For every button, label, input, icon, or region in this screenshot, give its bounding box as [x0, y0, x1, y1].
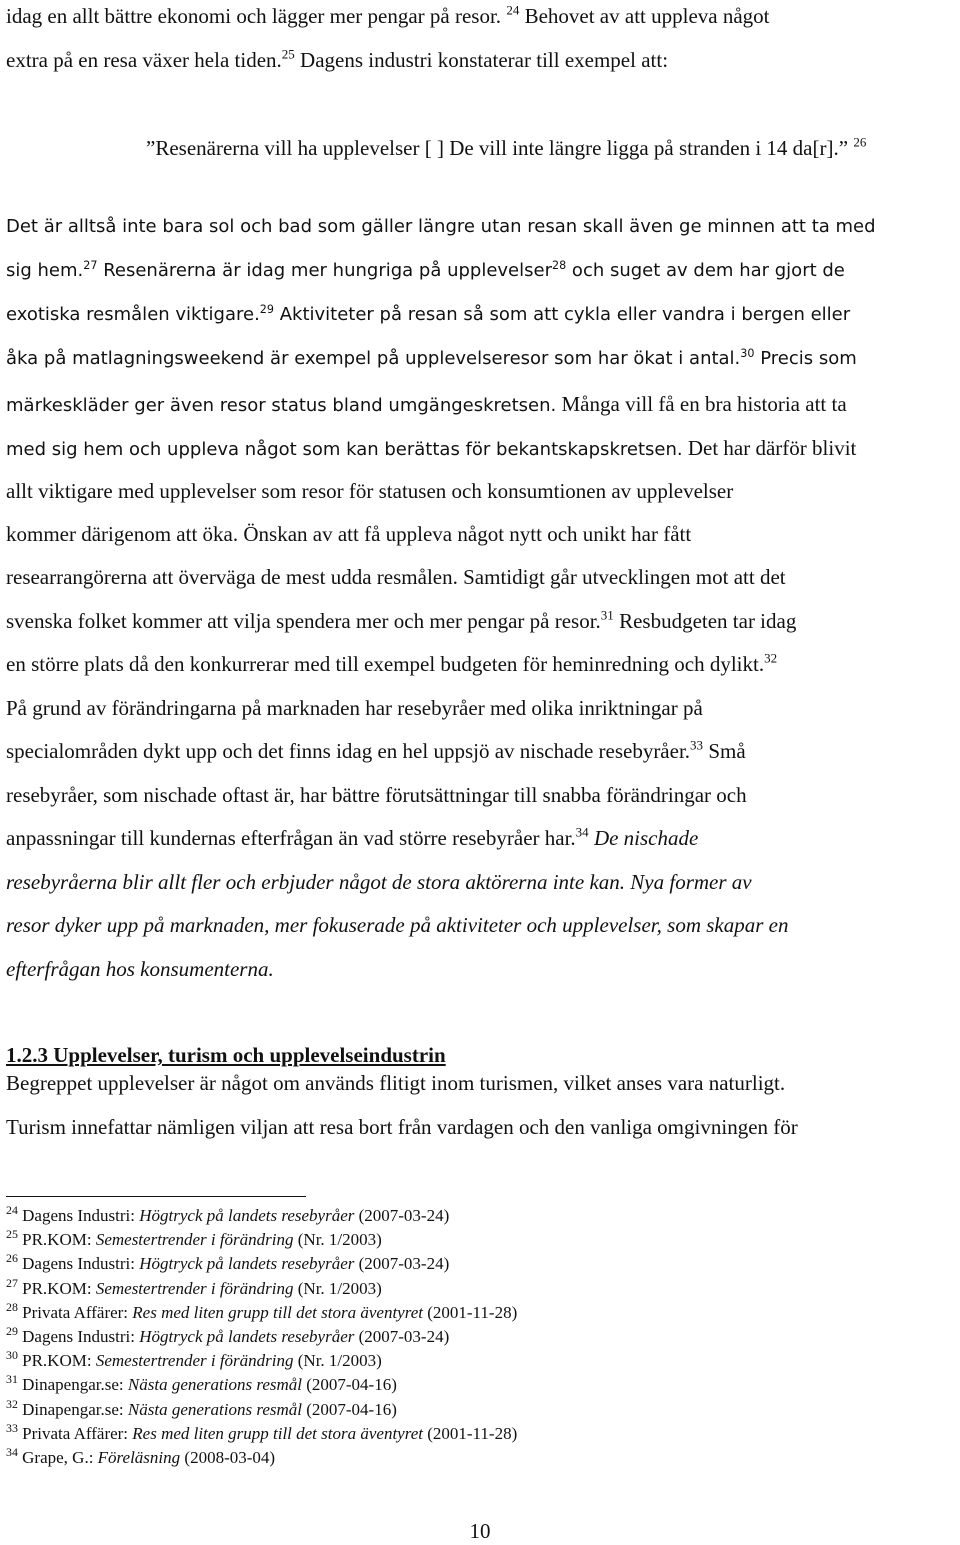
footnote-source: Privata Affärer: [17, 1302, 133, 1322]
footnote-date: (2008-03-04) [180, 1448, 276, 1467]
footnote-date: (Nr. 1/2003) [293, 1230, 382, 1250]
footnote [6, 1348, 382, 1371]
body-line: resor dyker upp på marknaden, mer fokuserade på aktiviteter och upplevelser, som skapar en [6, 913, 789, 937]
footnote-number: 27 [6, 1275, 18, 1290]
footnote-number: 29 [6, 1323, 18, 1338]
footnote-date: (2007-04-16) [301, 1375, 397, 1395]
footnote-ref[interactable]: 30 [740, 346, 755, 360]
footnote-source: Dagens Industri: [17, 1254, 140, 1274]
footnote [6, 1323, 450, 1347]
footnote-date: (Nr. 1/2003) [293, 1351, 382, 1371]
footnote-date: (2007-04-16) [301, 1399, 397, 1419]
footnote-source: Dinapengar.se: [17, 1399, 128, 1419]
footnote-divider [6, 1196, 306, 1197]
body-line: resebyråerna blir allt fler och erbjuder något de stora aktörerna inte kan. Nya former av [6, 870, 752, 894]
page-number: 10 [469, 1519, 491, 1543]
footnote-ref[interactable]: 33 [690, 737, 704, 753]
footnote-ref[interactable]: 26 [853, 134, 867, 150]
footnote [6, 1396, 397, 1420]
body-line: Turism innefattar nämligen viljan att resa bort från vardagen och den vanliga omgivningen för [6, 1115, 798, 1139]
footnote-ref[interactable]: 27 [83, 258, 98, 272]
footnote-number: 30 [6, 1348, 18, 1363]
footnote-title: Föreläsning [97, 1448, 181, 1467]
section-heading: 1.2.3 Upplevelser, turism och upplevelseindustrin [6, 1043, 446, 1067]
footnote [6, 1299, 518, 1323]
footnote-date: (2001-11-28) [422, 1423, 518, 1443]
footnote [6, 1444, 276, 1468]
footnote-number: 28 [6, 1299, 18, 1314]
body-line: kommer därigenom att öka. Önskan av att få uppleva något nytt och unikt har fått [6, 522, 692, 546]
footnote-date: (Nr. 1/2003) [293, 1278, 382, 1298]
body-line: På grund av förändringarna på marknaden har resebyråer med olika inriktningar på [6, 696, 703, 720]
body-line: en större plats då den konkurrerar med till exempel budgeten för heminredning och dylikt.$^{32}$ [6, 650, 778, 676]
footnote-ref[interactable]: 25 [281, 46, 295, 62]
footnote-source: PR.KOM: [17, 1278, 96, 1298]
body-line: åka på matlagningsweekend är exempel på upplevelseresor som har ökat i antal.$^{30}$ Precis som [6, 346, 857, 369]
body-line: specialområden dykt upp och det finns idag en hel uppsjö av nischade resebyråer.$^{33}$ Små [6, 737, 746, 763]
footnote-ref[interactable]: 32 [764, 650, 778, 666]
footnote [6, 1275, 382, 1299]
footnote-ref[interactable]: 29 [259, 302, 274, 316]
footnote-ref[interactable]: 28 [552, 258, 567, 272]
footnote-title: Semestertrender i förändring [95, 1230, 294, 1250]
footnote-source: Dagens Industri: [17, 1327, 140, 1346]
footnote-source: Dagens Industri: [17, 1206, 140, 1225]
footnote-title: Högtryck på landets resebyråer [139, 1327, 355, 1346]
footnote-number: 24 [6, 1202, 18, 1217]
footnote [6, 1420, 518, 1444]
body-line: märkeskläder ger även resor status bland umgängeskretsen. Många vill få en bra historia att ta [6, 392, 847, 416]
footnote-number: 32 [6, 1396, 18, 1411]
body-line: idag en allt bättre ekonomi och lägger mer pengar på resor. $^{24}$ Behovet av att uppleva något [6, 2, 770, 28]
body-line: allt viktigare med upplevelser som resor för statusen och konsumtionen av upplevelser [6, 479, 734, 503]
footnote-source: Grape, G.: [17, 1448, 98, 1467]
body-line: exotiska resmålen viktigare.$^{29}$ Aktiviteter på resan så som att cykla eller vandra i bergen eller [6, 302, 851, 325]
body-line: med sig hem och uppleva något som kan berättas för bekantskapskretsen. Det har därför blivit [6, 436, 857, 460]
footnote-title: Semestertrender i förändring [95, 1278, 294, 1298]
body-line: efterfrågan hos konsumenterna. [6, 957, 274, 981]
block-quote: ”Resenärerna vill ha upplevelser [ ] De vill inte längre ligga på stranden i 14 da[r].” $^{26}$ [146, 134, 867, 160]
footnote-date: (2007-03-24) [354, 1254, 450, 1274]
body-line: researrangörerna att överväga de mest udda resmålen. Samtidigt går utvecklingen mot att det [6, 565, 786, 589]
body-line: sig hem.$^{27}$ Resenärerna är idag mer hungriga på upplevelser$^{28}$ och suget av dem har gjort de [6, 258, 845, 281]
footnote-source: PR.KOM: [17, 1351, 96, 1371]
footnote-title: Res med liten grupp till det stora äventyret [132, 1423, 423, 1443]
footnote-date: (2001-11-28) [422, 1302, 518, 1322]
footnote [6, 1372, 397, 1395]
footnote-title: Nästa generations resmål [127, 1399, 302, 1419]
footnote-number: 26 [6, 1251, 18, 1266]
footnote-date: (2007-03-24) [354, 1327, 450, 1346]
footnote-ref[interactable]: 24 [506, 2, 520, 18]
body-line: Begreppet upplevelser är något om används flitigt inom turismen, vilket anses vara naturligt. [6, 1071, 786, 1095]
footnote-date: (2007-03-24) [354, 1206, 450, 1225]
body-line: Det är alltså inte bara sol och bad som gäller längre utan resan skall även ge minnen att ta med [6, 216, 876, 237]
footnote-number: 31 [6, 1372, 18, 1387]
footnote [6, 1227, 382, 1250]
footnote-title: Res med liten grupp till det stora äventyret [132, 1302, 423, 1322]
body-line: extra på en resa växer hela tiden.$^{25}$ Dagens industri konstaterar till exempel att: [6, 46, 669, 72]
body-line: svenska folket kommer att vilja spendera mer och mer pengar på resor.$^{31}$ Resbudgeten tar idag [6, 607, 797, 633]
footnote [6, 1202, 450, 1226]
footnote-title: Nästa generations resmål [127, 1375, 302, 1395]
footnote-title: Högtryck på landets resebyråer [139, 1254, 355, 1274]
footnote-source: PR.KOM: [17, 1230, 96, 1250]
footnote [6, 1251, 450, 1274]
body-line: resebyråer, som nischade oftast är, har bättre förutsättningar till snabba förändringar och [6, 783, 747, 807]
body-line: anpassningar till kundernas efterfrågan än vad större resebyråer har.$^{34}$ De nischade [6, 824, 699, 850]
footnote-number: 33 [6, 1420, 18, 1435]
footnote-title: Högtryck på landets resebyråer [139, 1206, 355, 1225]
footnote-ref[interactable]: 34 [575, 824, 589, 840]
footnote-title: Semestertrender i förändring [95, 1351, 294, 1371]
footnote-number: 34 [6, 1444, 18, 1459]
footnote-ref[interactable]: 31 [600, 607, 614, 623]
footnote-number: 25 [6, 1227, 18, 1242]
footnote-source: Privata Affärer: [17, 1423, 133, 1443]
footnote-source: Dinapengar.se: [17, 1375, 128, 1395]
